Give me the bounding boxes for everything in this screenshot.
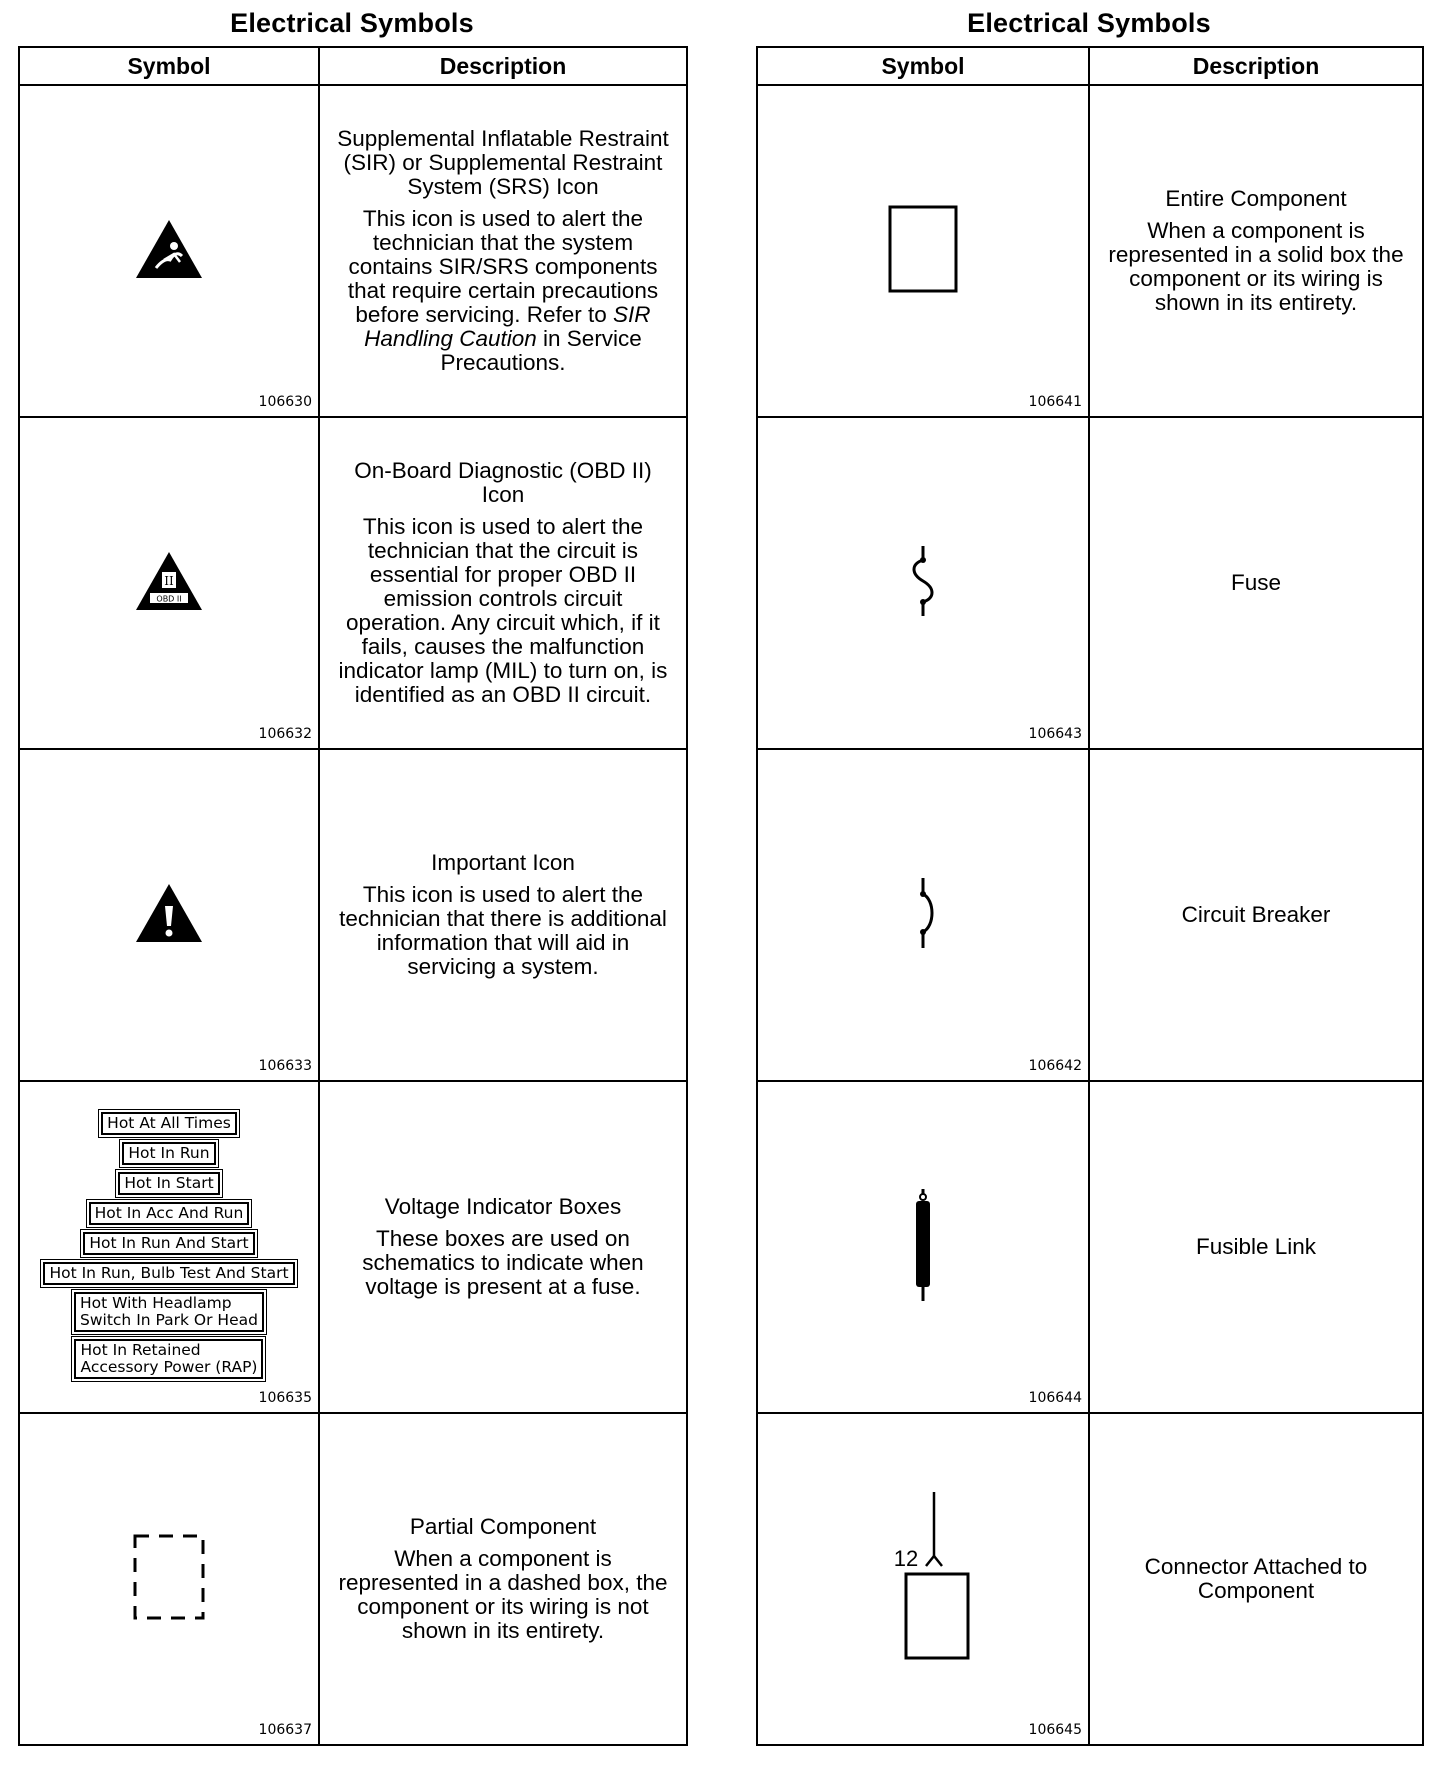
sir-srs-warning-icon [134,218,204,280]
figure-code: 106637 [258,1722,312,1738]
table-row [757,749,1423,1081]
symbol-cell [19,417,319,749]
symbol-cell [19,1413,319,1745]
description-title: Important Icon [431,850,575,875]
table-header-row [757,47,1423,85]
table-row [19,749,687,1081]
voltage-box-label: Hot In Run And Start [89,1234,249,1252]
left-panel [18,0,686,1746]
description-cell [1089,1081,1423,1413]
symbol-cell [757,749,1089,1081]
left-symbols-table [18,46,688,1746]
description-cell [319,1081,687,1413]
table-row [757,1413,1423,1745]
symbol-cell [19,1081,319,1413]
voltage-box-hot-at-all-times [101,1112,237,1135]
table-row [757,1081,1423,1413]
description-title: Circuit Breaker [1181,902,1331,927]
voltage-box-label: Hot In Run [128,1144,210,1162]
voltage-box-hot-in-retained-accessory-power [74,1339,263,1379]
fuse-icon [908,546,938,616]
dashed-box-icon [131,1532,207,1622]
description-body [334,207,672,375]
symbol-cell [19,749,319,1081]
figure-code: 106630 [258,394,312,410]
description-title: Entire Component [1165,186,1347,211]
voltage-box-label: Hot In Run, Bulb Test And Start [49,1264,289,1282]
symbol-cell [757,1081,1089,1413]
obd-icon-numeral: II [164,573,174,588]
description-column-header: Description [1089,47,1423,85]
description-title: Connector Attached to Component [1144,1554,1368,1603]
left-panel-title: Electrical Symbols [230,8,474,38]
voltage-box-label: Hot In Start [124,1174,214,1192]
description-body-text: This icon is used to alert the technician that the system contains SIR/SRS components that require certain precautions before servicing. Refer to [347,206,659,327]
description-cell [1089,1413,1423,1745]
voltage-box-label: Hot With Headlamp [80,1294,232,1312]
description-title: On-Board Diagnostic (OBD II) Icon [354,458,652,507]
description-cell [1089,749,1423,1081]
description-cell [1089,85,1423,417]
voltage-box-hot-in-acc-and-run [89,1202,250,1225]
description-body-text-end: in Service Precautions. [440,326,642,375]
description-body: When a component is represented in a solid box the component or its wiring is shown in its entirety. [1108,218,1404,315]
description-body: This icon is used to alert the technician that the circuit is essential for proper OBD II emission controls circuit operation. Any circuit which, if it fails, causes the malfunction indicator lamp (MIL) to turn on, is identified as an OBD II circuit. [338,514,668,707]
description-title: Fusible Link [1195,1234,1317,1259]
figure-code: 106645 [1028,1722,1082,1738]
voltage-box-hot-with-headlamp [74,1292,264,1332]
description-body: These boxes are used on schematics to indicate when voltage is present at a fuse. [362,1226,644,1299]
circuit-breaker-icon [908,878,938,948]
right-panel-title: Electrical Symbols [967,8,1211,38]
table-header-row [19,47,687,85]
description-cell [319,1413,687,1745]
table-row [19,85,687,417]
description-cell [319,417,687,749]
right-symbols-table [756,46,1424,1746]
figure-code: 106641 [1028,394,1082,410]
table-row [757,417,1423,749]
description-body: When a component is represented in a dashed box, the component or its wiring is not shown in its entirety. [338,1546,668,1643]
symbol-cell [757,417,1089,749]
description-cell [319,85,687,417]
symbol-cell [757,85,1089,417]
voltage-box-hot-in-run-and-start [83,1232,254,1255]
fusible-link-icon [908,1189,938,1301]
connector-attached-icon [868,1492,978,1662]
solid-box-icon [887,204,959,294]
description-title: Voltage Indicator Boxes [384,1194,622,1219]
figure-code: 106644 [1028,1390,1082,1406]
table-row [19,417,687,749]
voltage-box-label: Hot In Acc And Run [94,1204,244,1222]
description-cell [1089,417,1423,749]
figure-code: 106632 [258,726,312,742]
voltage-box-label-line2: Accessory Power (RAP) [80,1358,258,1376]
description-title: Supplemental Inflatable Restraint (SIR) or Supplemental Restraint System (SRS) Icon [337,126,669,199]
important-warning-icon [134,882,204,944]
voltage-box-hot-in-run [122,1142,215,1165]
figure-code: 106635 [258,1390,312,1406]
symbol-cell [19,85,319,417]
table-row [757,85,1423,417]
figure-code: 106642 [1028,1058,1082,1074]
obd-ii-warning-icon [134,550,204,612]
right-panel [756,0,1422,1746]
description-body: This icon is used to alert the technician that there is additional information that will aid in servicing a system. [339,882,667,979]
description-column-header: Description [319,47,687,85]
symbol-cell [757,1413,1089,1745]
voltage-box-hot-in-start [118,1172,219,1195]
symbol-column-header: Symbol [19,47,319,85]
obd-icon-label: OBD II [156,594,182,603]
table-row [19,1081,687,1413]
voltage-box-label-line2: Switch In Park Or Head [80,1311,258,1329]
description-cell [319,749,687,1081]
voltage-box-label: Hot In Retained [80,1341,201,1359]
symbol-column-header: Symbol [757,47,1089,85]
table-row [19,1413,687,1745]
voltage-box-hot-in-run-bulb-test-and-start [43,1262,294,1285]
description-title: Fuse [1230,570,1282,595]
voltage-indicator-boxes [43,1112,294,1379]
connector-pin-number: 12 [893,1545,919,1571]
sir-handling-caution-reference: SIR Handling Caution [364,302,651,351]
description-title: Partial Component [409,1514,597,1539]
figure-code: 106633 [258,1058,312,1074]
figure-code: 106643 [1028,726,1082,742]
voltage-box-label: Hot At All Times [107,1114,231,1132]
